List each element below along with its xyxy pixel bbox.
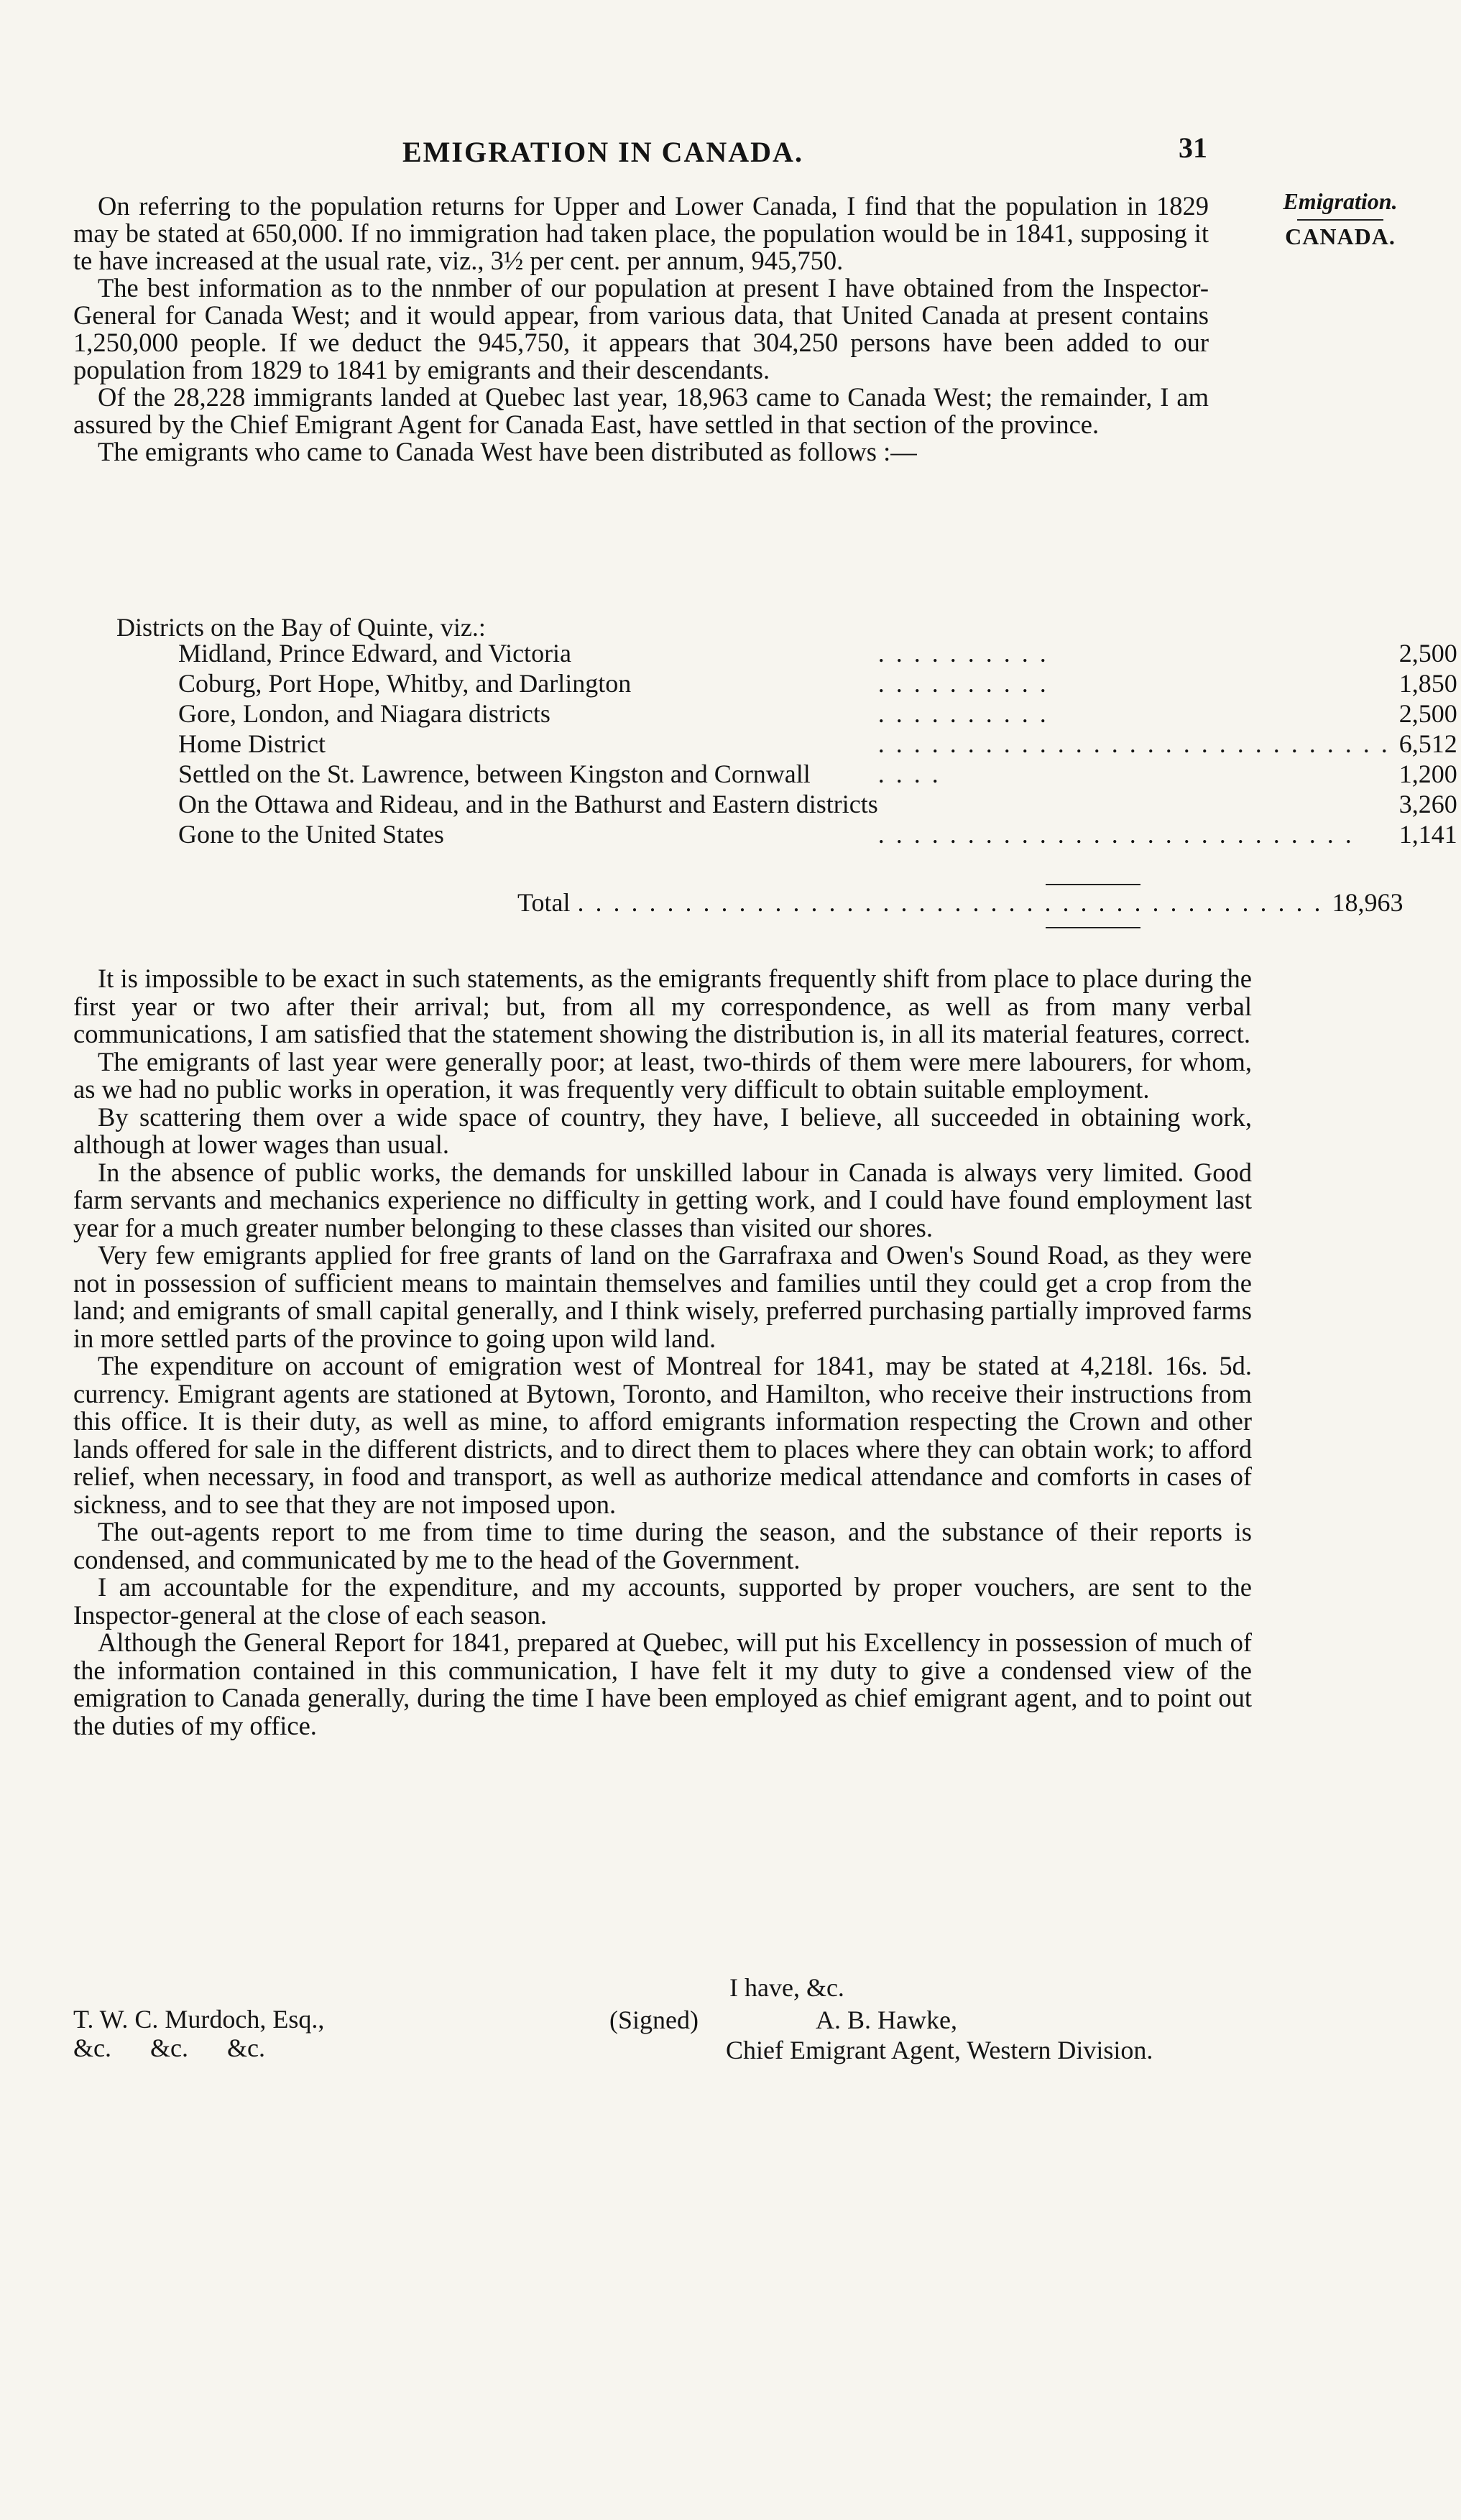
body-text-top (73, 193, 1209, 466)
distribution-table (178, 638, 1457, 849)
signed-label: (Signed) (609, 2006, 699, 2034)
row-label: On the Ottawa and Rideau, and in the Bathurst and Eastern districts (178, 790, 878, 818)
leader-dots: .......................................... (577, 888, 1332, 917)
page-number: 31 (1179, 131, 1207, 164)
paragraph: Of the 28,228 immigrants landed at Quebec last year, 18,963 came to Canada West; the remainder, I am assured by the Chief Emigrant Agent for Canada East, have settled in that section of the province. (73, 382, 1209, 439)
leader-dots: .......... (877, 699, 1058, 728)
margin-note (1265, 188, 1416, 250)
total-value: 18,963 (1332, 888, 1404, 917)
row-value: 2,500 (1398, 639, 1457, 668)
recipient-block (73, 2005, 324, 2062)
total-row (517, 887, 1404, 918)
paragraph: The emigrants who came to Canada West have been distributed as follows :— (98, 437, 917, 466)
margin-note-region: CANADA. (1285, 223, 1396, 249)
total-rule-top (1046, 884, 1140, 885)
paragraph: I am accountable for the expenditure, and my accounts, supported by proper vouchers, are sent to the Inspector-general at the close of each season. (73, 1572, 1252, 1630)
margin-note-subject: Emigration. (1283, 188, 1398, 214)
margin-note-rule (1297, 219, 1383, 221)
paragraph: The expenditure on account of emigration west of Montreal for 1841, may be stated at 4,218l. 16s. 5d. currency. Emigrant agents are stationed at Bytown, Toronto, and Hamilton, who receive their instructions from this office. It is their duty, as well as mine, to afford emigrants information respecting the Crown and other lands offered for sale in the different districts, and to direct them to places where they can obtain work; to afford relief, when necessary, in food and transport, as well as authorize medical attendance and comforts in cases of sickness, and to see that they are not imposed upon. (73, 1351, 1252, 1519)
row-label: Settled on the St. Lawrence, between Kingston and Cornwall (178, 760, 811, 788)
recipient-name: T. W. C. Murdoch, Esq., (73, 2005, 325, 2034)
table-row (178, 729, 1457, 759)
running-header-title: EMIGRATION IN CANADA. (402, 136, 803, 168)
paragraph: By scattering them over a wide space of country, they have, I believe, all succeeded in obtaining work, although at lower wages than usual. (73, 1102, 1252, 1159)
paragraph: Very few emigrants applied for free grants of land on the Garrafraxa and Owen's Sound Road, as they were not in possession of sufficient means to maintain themselves and families until they could get a crop from the land; and emigrants of small capital generally, and I think wisely, preferred purchasing partially improved farms in more settled parts of the province to going upon wild land. (73, 1240, 1252, 1353)
paragraph: It is impossible to be exact in such statements, as the emigrants frequently shift from place to place during the first year or two after their arrival; but, from all my correspondence, as well as from many verbal communications, I am satisfied that the statement showing the distribution is, in all its material features, correct. (73, 964, 1252, 1048)
total-rule-bottom (1046, 927, 1140, 928)
row-value: 1,141 (1398, 820, 1457, 849)
row-label: Home District (178, 729, 326, 758)
row-label: Midland, Prince Edward, and Victoria (178, 639, 572, 668)
closing-salutation: I have, &c. (729, 1973, 844, 2002)
row-label: Gone to the United States (178, 820, 444, 849)
leader-dots: ........................... (877, 820, 1363, 849)
paragraph: The best information as to the nnmber of our population at present I have obtained from the Inspector-General for Canada West; and it would appear, from various data, that United Canada at present contains 1,250,000 people. If we deduct the 945,750, it appears that 304,250 persons have been added to our population from 1829 to 1841 by emigrants and their descendants. (73, 273, 1209, 384)
table-row (178, 759, 1457, 789)
table-row (178, 819, 1457, 849)
table-row (178, 638, 1457, 668)
row-label: Gore, London, and Niagara districts (178, 699, 550, 728)
paragraph: In the absence of public works, the demands for unskilled labour in Canada is always very limited. Good farm servants and mechanics experience no difficulty in getting work, and I could have found employment last year for a much greater number belonging to these classes than visited our shores. (73, 1157, 1252, 1242)
total-label: Total (517, 888, 571, 917)
table-row (178, 789, 1457, 819)
paragraph: The out-agents report to me from time to time during the season, and the substance of their reports is condensed, and communicated by me to the head of the Government. (73, 1517, 1252, 1574)
paragraph: Although the General Report for 1841, prepared at Quebec, will put his Excellency in possession of much of the information contained in this communication, I have felt it my duty to give a condensed view of the emigration to Canada generally, during the time I have been employed as chief emigrant agent, and to point out the duties of my office. (73, 1628, 1252, 1740)
signer-name: A. B. Hawke, (816, 2006, 957, 2034)
table-row (178, 698, 1457, 729)
leader-dots: .......... (877, 639, 1058, 668)
leader-dots: .... (877, 760, 950, 788)
row-value: 1,850 (1398, 669, 1457, 698)
body-text-bottom (73, 965, 1252, 1740)
row-value: 2,500 (1398, 699, 1457, 728)
row-value: 1,200 (1398, 760, 1457, 788)
recipient-etc: &c. &c. &c. (73, 2034, 265, 2062)
row-label: Coburg, Port Hope, Whitby, and Darlington (178, 669, 632, 698)
leader-dots: .......... (877, 669, 1058, 698)
table-row (178, 668, 1457, 698)
paragraph: On referring to the population returns for Upper and Lower Canada, I find that the population in 1829 may be stated at 650,000. If no immigration had taken place, the population would be in 1841, supposing it te have increased at the usual rate, viz., 3½ per cent. per annum, 945,750. (73, 191, 1209, 275)
row-value: 6,512 (1398, 729, 1457, 758)
signer-title: Chief Emigrant Agent, Western Division. (726, 2036, 1153, 2064)
leader-dots (878, 789, 1399, 819)
row-value: 3,260 (1398, 790, 1457, 818)
paragraph: The emigrants of last year were generally poor; at least, two-thirds of them were mere labourers, for whom, as we had no public works in operation, it was frequently very difficult to obtain suitable employment. (73, 1046, 1252, 1104)
leader-dots: ............................. (877, 729, 1399, 758)
distribution-intro: Districts on the Bay of Quinte, viz.: (116, 613, 486, 642)
